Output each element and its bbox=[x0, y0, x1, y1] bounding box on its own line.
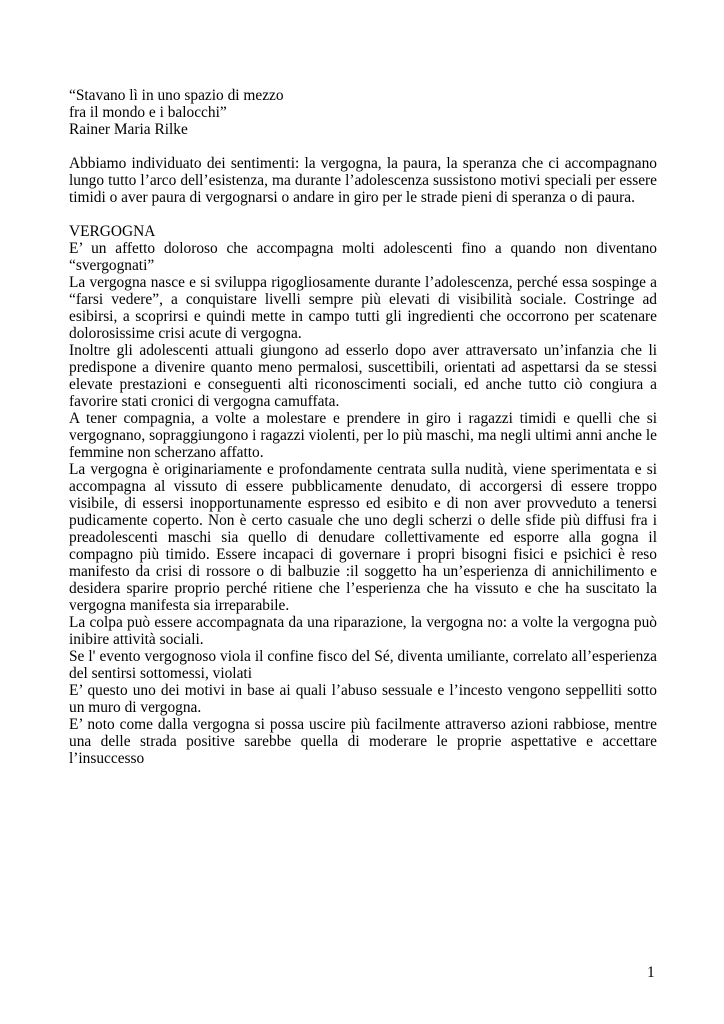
paragraph: E’ noto come dalla vergogna si possa uscire più facilmente attraverso azioni rabbiose, mentre una delle strada positive sarebbe quella di moderare le proprie aspettative e accettare l’insuccesso bbox=[69, 716, 657, 767]
paragraph: La colpa può essere accompagnata da una riparazione, la vergogna no: a volte la vergogna può inibire attività sociali. bbox=[69, 614, 657, 648]
epigraph-author: Rainer Maria Rilke bbox=[69, 121, 188, 138]
paragraph: La vergogna è originariamente e profondamente centrata sulla nudità, viene sperimentata e si accompagna al vissuto di essere pubblicamente denudato, di accorgersi di essere troppo visibile, di essersi inopportunamente espresso ed esibito e di non aver provveduto a tenersi pudicamente coperto. Non è certo casuale che uno degli scherzi o delle sfide più diffusi fra i preadolescenti maschi sia quello di denudare collettivamente ed esporre alla gogna il compagno più timido. Essere incapaci di governare i propri bisogni fisici e psichici è reso manifesto da crisi di rossore o di balbuzie :il soggetto ha un’esperienza di annichilimento e desidera sparire proprio perché ritiene che l’esperienza che ha vissuto e che ha suscitato la vergogna manifesta sia irreparabile. bbox=[69, 461, 657, 614]
epigraph-line-2: fra il mondo e i balocchi” bbox=[69, 104, 227, 121]
paragraph: E’ un affetto doloroso che accompagna molti adolescenti fino a quando non diventano “svergognati” bbox=[69, 240, 657, 274]
page-number: 1 bbox=[647, 964, 655, 981]
paragraph: Se l' evento vergognoso viola il confine fisco del Sé, diventa umiliante, correlato all’esperienza del sentirsi sottomessi, violati bbox=[69, 648, 657, 682]
paragraph: Inoltre gli adolescenti attuali giungono ad esserlo dopo aver attraversato un’infanzia che li predispone a divenire quanto meno permalosi, suscettibili, orientati ad aspettarsi da se stessi elevate prestazioni e conseguenti alti riconoscimenti sociali, ed anche tutto ciò congiura a favorire stati cronici di vergogna camuffata. bbox=[69, 342, 657, 410]
intro-paragraph: Abbiamo individuato dei sentimenti: la vergogna, la paura, la speranza che ci accompagnano lungo tutto l’arco dell’esistenza, ma durante l’adolescenza sussistono motivi speciali per essere timidi o aver paura di vergognarsi o andare in giro per le strade pieni di speranza o di paura. bbox=[69, 155, 657, 206]
paragraph: La vergogna nasce e si sviluppa rigogliosamente durante l’adolescenza, perché essa sospinge a “farsi vedere”, a conquistare livelli sempre più elevati di visibilità sociale. Costringe ad esibirsi, a scoprirsi e quindi mette in campo tutti gli ingredienti che occorrono per scatenare dolorosissime crisi acute di vergogna. bbox=[69, 274, 657, 342]
section-heading: VERGOGNA bbox=[69, 223, 156, 240]
paragraph: E’ questo uno dei motivi in base ai quali l’abuso sessuale e l’incesto vengono seppelliti sotto un muro di vergogna. bbox=[69, 682, 657, 716]
epigraph bbox=[69, 87, 657, 138]
section-vergogna bbox=[69, 223, 657, 767]
document-page bbox=[69, 87, 657, 767]
paragraph: A tener compagnia, a volte a molestare e prendere in giro i ragazzi timidi e quelli che si vergognano, sopraggiungono i ragazzi violenti, per lo più maschi, ma negli ultimi anni anche le femmine non scherzano affatto. bbox=[69, 410, 657, 461]
epigraph-line-1: “Stavano lì in uno spazio di mezzo bbox=[69, 87, 284, 104]
